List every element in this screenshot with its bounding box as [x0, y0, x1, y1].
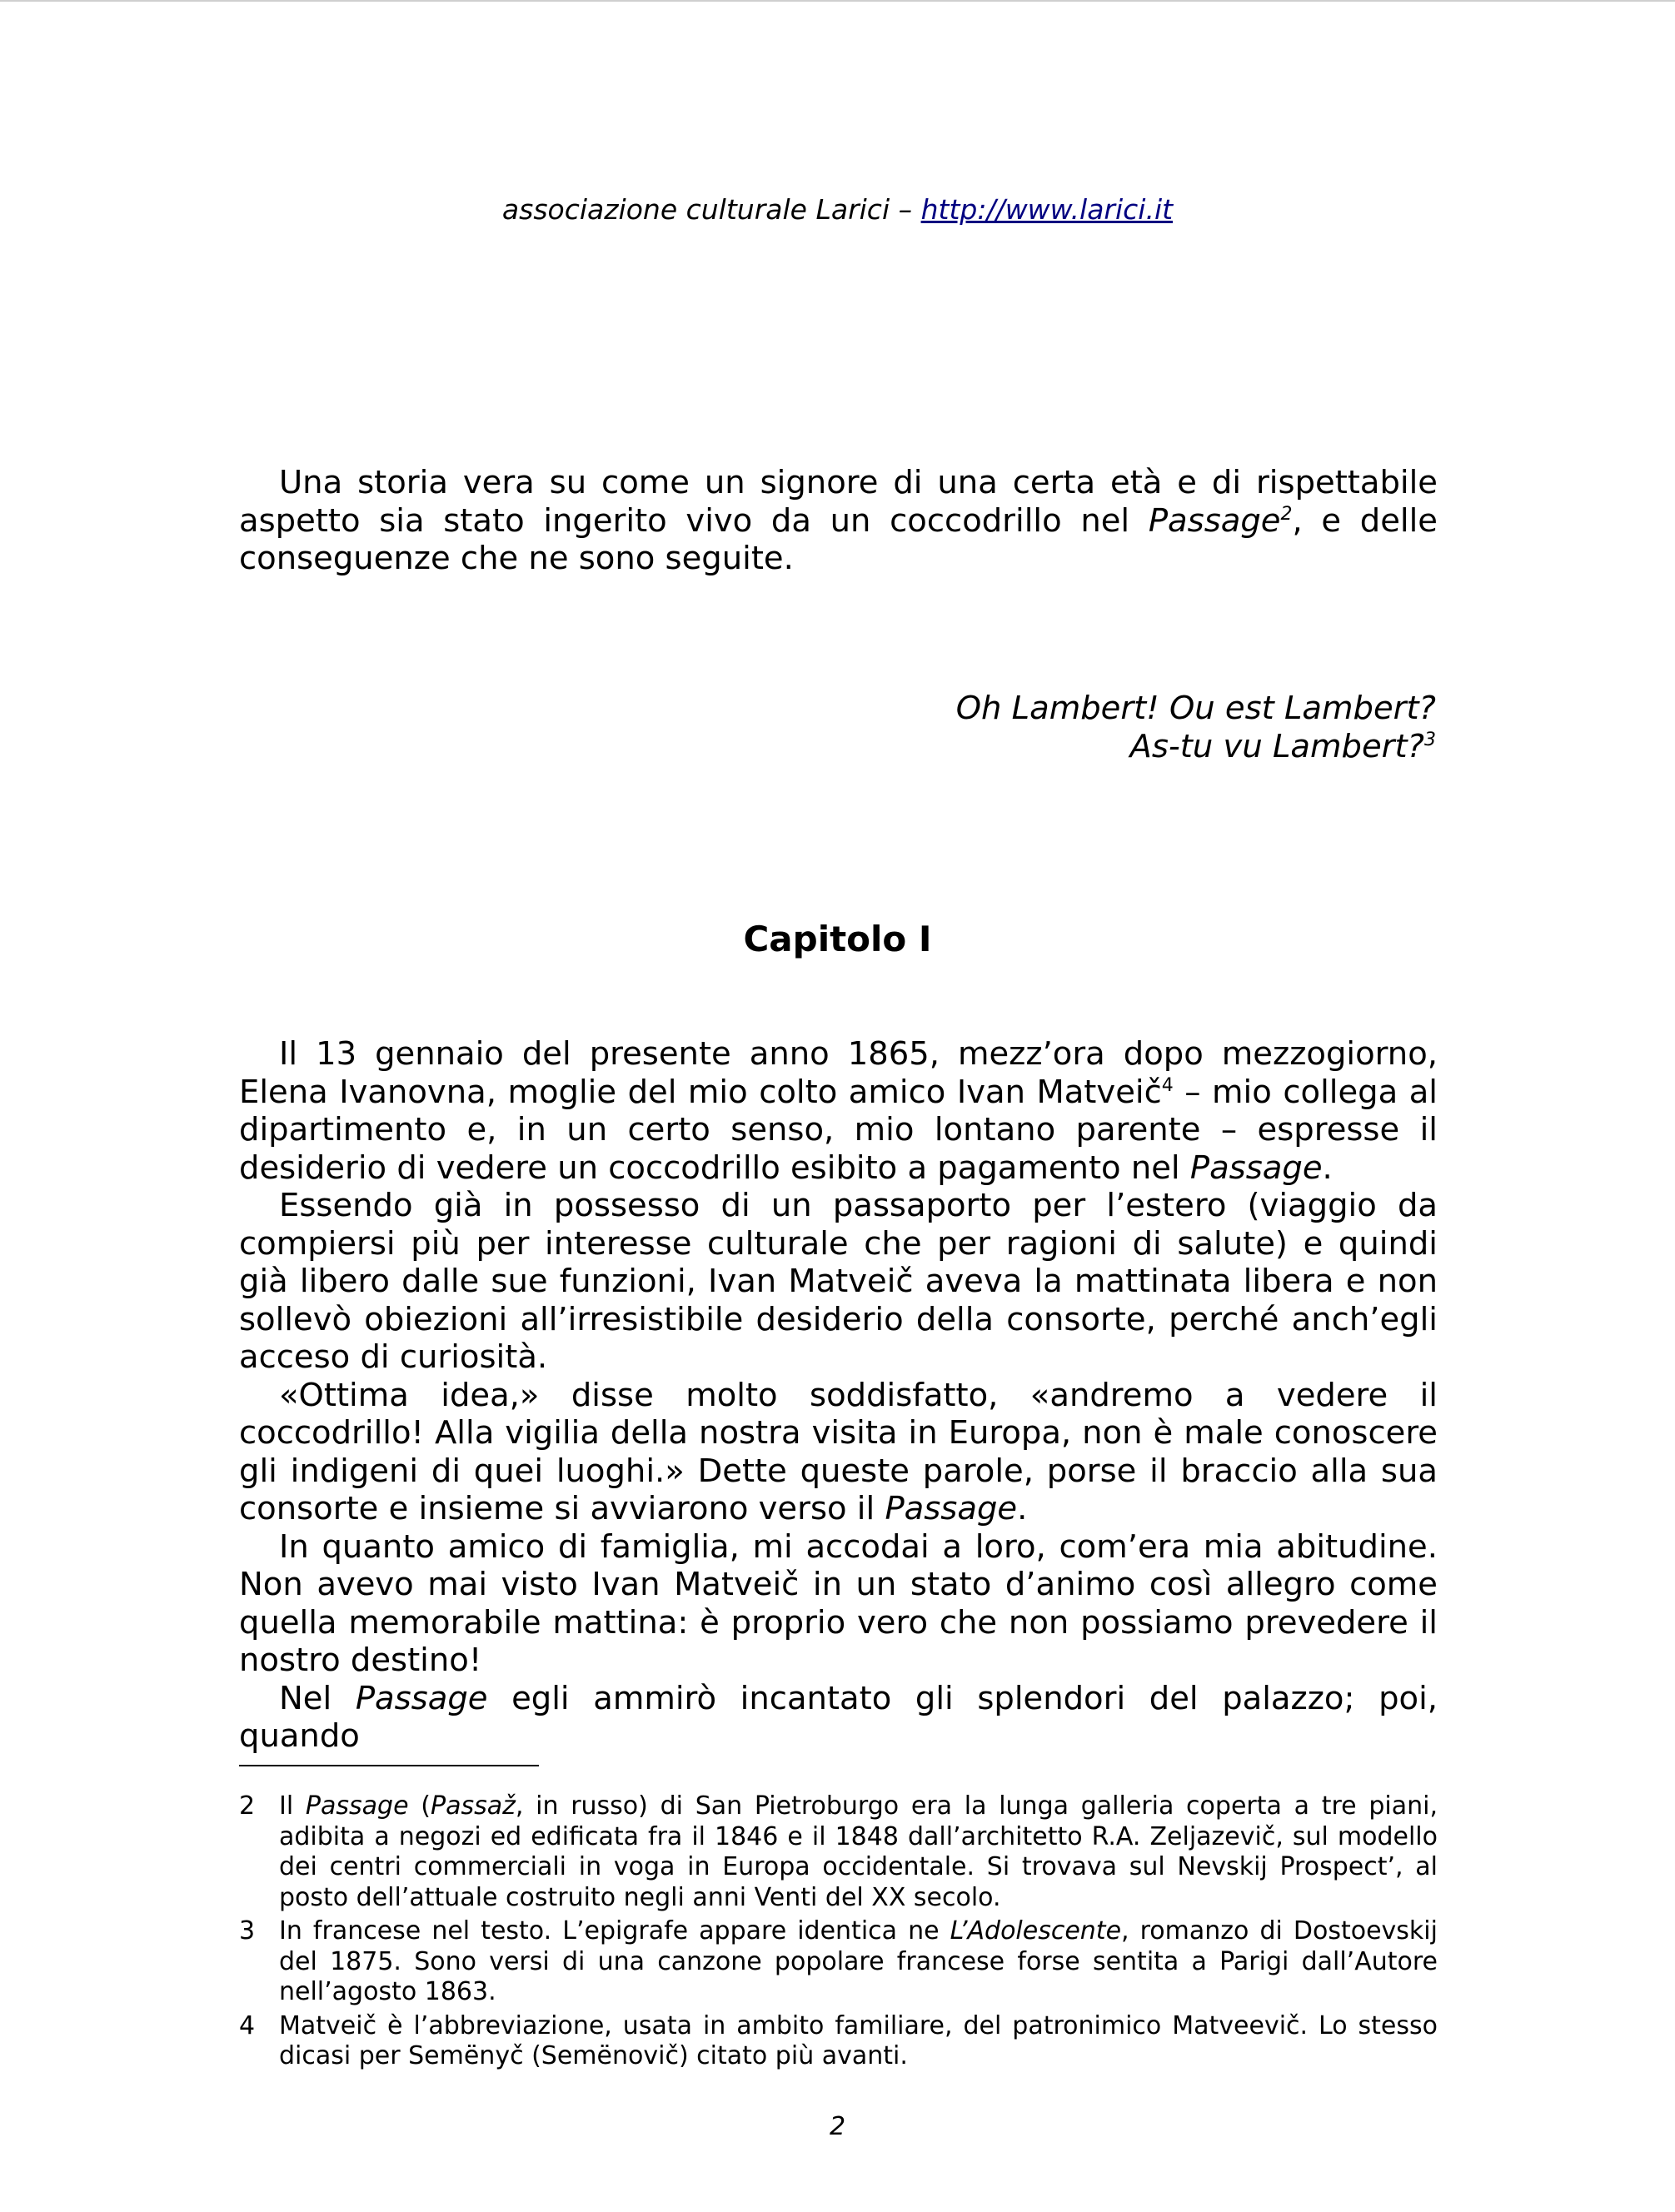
intro-passage: Passage — [1148, 501, 1281, 540]
paragraph-4: In quanto amico di famiglia, mi accodai a loro, com’era mia abitudine. Non avevo mai visto Ivan Matveič in un stato d’animo così allegro come quella memorabile mattina: è proprio vero che non possiamo prevedere il nostro destino! — [239, 1527, 1438, 1679]
intro-text-1: Una storia vera su come un signore di una certa età e di rispettabile aspetto sia stato ingerito vivo da un coccodrillo nel — [239, 464, 1438, 540]
footnote-2 — [239, 1791, 1438, 1913]
paragraph-5 — [239, 1680, 1438, 1756]
footnote-text: , romanzo di Dostoevskij del 1875. Sono versi di una canzone popolare francese forse sentita a Parigi dall’Autore nell’agosto 1863. — [279, 1916, 1438, 2006]
footnote-text: ( — [408, 1791, 431, 1821]
epigraph-line-2-text: As-tu vu Lambert? — [1129, 728, 1424, 765]
header-text: associazione culturale Larici – — [501, 193, 921, 226]
paragraph-2: Essendo già in possesso di un passaporto per l’estero (viaggio da compiersi più per interesse culturale che per ragioni di salute) e quindi già libero dalle sue funzioni, Ivan Matveič aveva la mattinata libera e non sollevò obiezioni all’irresistibile desiderio della consorte, perché anch’egli acceso di curiosità. — [239, 1187, 1438, 1376]
p5-text-1: Nel — [279, 1679, 356, 1717]
footnote-4 — [239, 2011, 1438, 2072]
paragraph-3 — [239, 1377, 1438, 1528]
p5-passage: Passage — [355, 1679, 488, 1717]
p3-passage: Passage — [885, 1490, 1018, 1527]
footnote-text: In francese nel testo. L’epigrafe appare identica ne — [279, 1916, 950, 1945]
footnote-italic: Passage — [305, 1791, 409, 1821]
page-top-border — [0, 0, 1675, 2]
intro-paragraph — [239, 464, 1438, 578]
epigraph-line-1: Oh Lambert! Ou est Lambert? — [955, 690, 1436, 727]
page-number: 2 — [829, 2112, 846, 2141]
p1-text-2: – mio collega al dipartimento e, in un certo senso, mio lontano parente – espresse il desiderio di vedere un coccodrillo esibito a pagamento nel — [239, 1073, 1438, 1187]
footnote-italic: L’Adolescente — [950, 1916, 1122, 1945]
footnote-number: 3 — [239, 1916, 256, 1945]
epigraph-line-2 — [686, 728, 1436, 766]
footnote-number: 2 — [239, 1791, 256, 1821]
footnote-ref-3[interactable]: 3 — [1424, 730, 1436, 751]
footnote-italic: Passaž — [430, 1791, 516, 1821]
footnote-ref-4[interactable]: 4 — [1161, 1074, 1174, 1096]
footnote-text: Il — [279, 1791, 306, 1821]
intro-text-2: , e delle conseguenze che ne sono seguite. — [239, 501, 1438, 577]
footnote-ref-2[interactable]: 2 — [1280, 503, 1293, 525]
header-link[interactable]: http://www.larici.it — [920, 193, 1174, 226]
p5-text-2: egli ammirò incantato gli splendori del palazzo; poi, quando — [239, 1679, 1438, 1755]
footnote-3 — [239, 1916, 1438, 2008]
running-header — [0, 190, 1675, 230]
chapter-title: Capitolo I — [743, 919, 932, 959]
body-text — [239, 1035, 1438, 1756]
footnote-separator — [239, 1765, 539, 1766]
paragraph-1 — [239, 1035, 1438, 1187]
p1-text-1: Il 13 gennaio del presente anno 1865, mezz’ora dopo mezzogiorno, Elena Ivanovna, moglie del mio colto amico Ivan Matveič — [239, 1035, 1438, 1111]
intro-block — [239, 464, 1438, 578]
p3-text-2: . — [1017, 1490, 1028, 1527]
p1-text-3: . — [1322, 1148, 1333, 1187]
p1-passage: Passage — [1189, 1148, 1323, 1187]
footnote-number: 4 — [239, 2010, 256, 2040]
footnote-text: , in russo) di San Pietroburgo era la lunga galleria coperta a tre piani, adibita a negozi ed edificata fra il 1846 e il 1848 dall’architetto R.A. Zeljazevič, sul modello dei centri commerciali in voga in Europa occidentale. Si trovava sul Nevskij Prospect’, al posto dell’attuale costruito negli anni Venti del XX secolo. — [279, 1791, 1438, 1912]
p3-text-1: «Ottima idea,» disse molto soddisfatto, «andremo a vedere il coccodrillo! Alla vigilia della nostra visita in Europa, non è male conoscere gli indigeni di quei luoghi.» Dette queste parole, porse il braccio alla sua consorte e insieme si avviarono verso il — [239, 1376, 1438, 1527]
footnote-text: Matveič è l’abbreviazione, usata in ambito familiare, del patronimico Matveevič. Lo stesso dicasi per Semënyč (Semënovič) citato più avanti. — [279, 2010, 1438, 2070]
footnotes — [239, 1791, 1438, 2075]
epigraph — [686, 690, 1436, 766]
